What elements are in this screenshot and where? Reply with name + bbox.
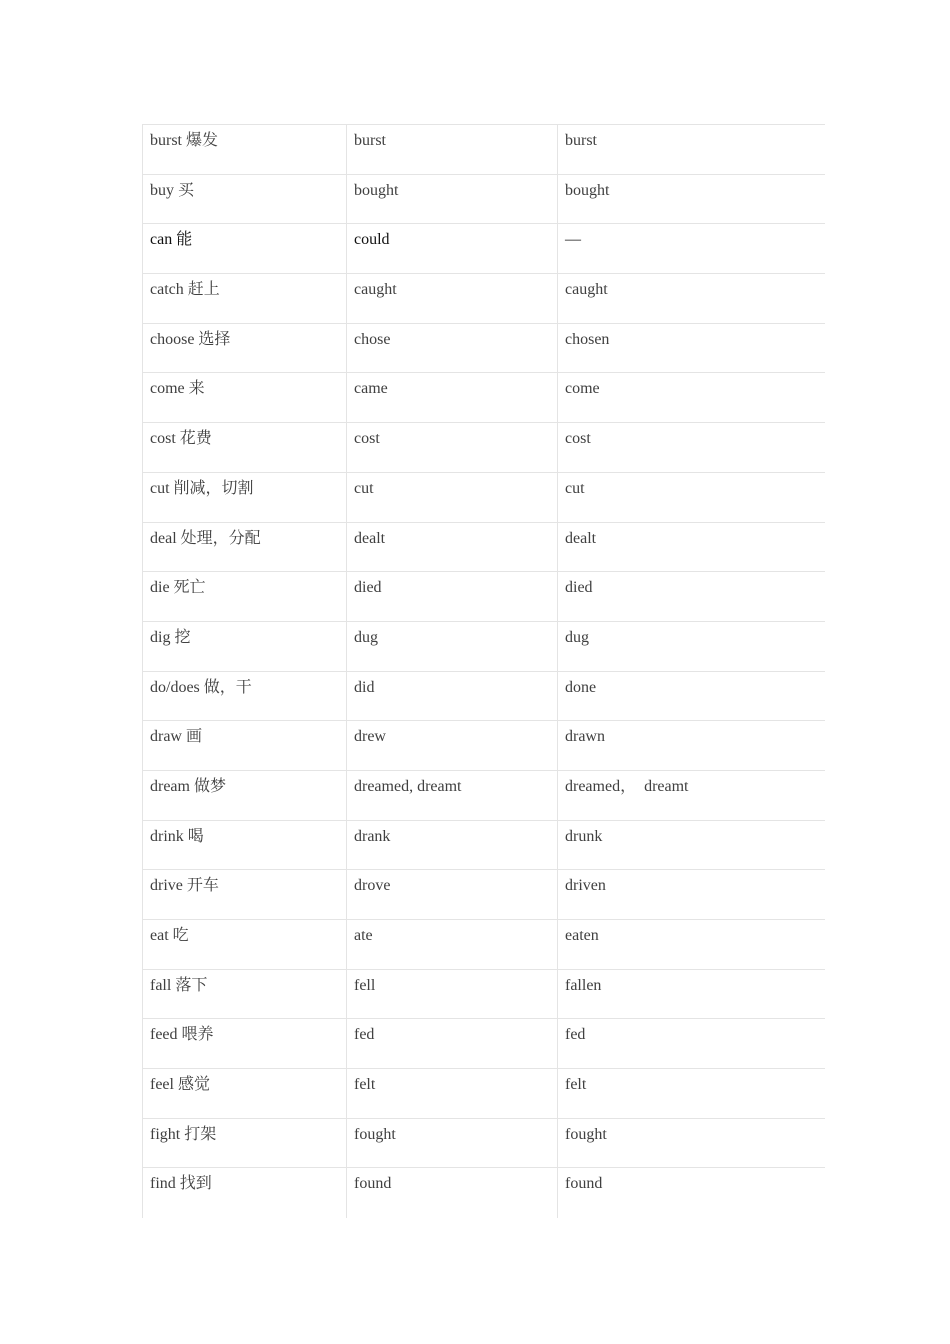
base-form-cell: cut 削减，切割 (143, 472, 347, 522)
base-form-cell: cost 花费 (143, 423, 347, 473)
past-tense-cell: felt (347, 1069, 558, 1119)
table-row (143, 1069, 825, 1119)
base-form-cell: do/does 做，干 (143, 671, 347, 721)
table-row (143, 572, 825, 622)
base-form-cell: catch 赶上 (143, 274, 347, 324)
past-tense-cell: fed (347, 1019, 558, 1069)
table-row (143, 423, 825, 473)
table-row (143, 1019, 825, 1069)
past-tense-cell: did (347, 671, 558, 721)
table-row (143, 820, 825, 870)
past-tense-cell: cut (347, 472, 558, 522)
past-participle-cell: come (558, 373, 825, 423)
past-tense-cell: bought (347, 174, 558, 224)
past-participle-cell: felt (558, 1069, 825, 1119)
past-tense-cell: found (347, 1168, 558, 1218)
base-form-cell: dig 挖 (143, 621, 347, 671)
base-form-cell: find 找到 (143, 1168, 347, 1218)
base-form-cell: choose 选择 (143, 323, 347, 373)
base-form-cell: die 死亡 (143, 572, 347, 622)
past-tense-cell: drank (347, 820, 558, 870)
table-row (143, 870, 825, 920)
past-tense-cell: fought (347, 1118, 558, 1168)
past-participle-cell: cost (558, 423, 825, 473)
past-tense-cell: died (347, 572, 558, 622)
table-row (143, 969, 825, 1019)
base-form-cell: draw 画 (143, 721, 347, 771)
past-participle-cell: drawn (558, 721, 825, 771)
table-row (143, 323, 825, 373)
past-tense-cell: chose (347, 323, 558, 373)
table-row (143, 671, 825, 721)
table-row (143, 274, 825, 324)
table-row (143, 721, 825, 771)
table-row (143, 125, 825, 175)
table-row (143, 174, 825, 224)
base-form-cell: eat 吃 (143, 920, 347, 970)
past-tense-cell: fell (347, 969, 558, 1019)
past-participle-cell: fought (558, 1118, 825, 1168)
base-form-cell: feel 感觉 (143, 1069, 347, 1119)
past-participle-cell: fed (558, 1019, 825, 1069)
past-participle-cell: drunk (558, 820, 825, 870)
past-participle-cell: bought (558, 174, 825, 224)
past-participle-cell: dealt (558, 522, 825, 572)
past-tense-cell: dreamed, dreamt (347, 770, 558, 820)
past-participle-cell: dreamed， dreamt (558, 770, 825, 820)
past-participle-cell: driven (558, 870, 825, 920)
table-row (143, 920, 825, 970)
past-participle-cell: fallen (558, 969, 825, 1019)
past-tense-cell: burst (347, 125, 558, 175)
past-participle-cell: caught (558, 274, 825, 324)
past-tense-cell: drove (347, 870, 558, 920)
base-form-cell: deal 处理，分配 (143, 522, 347, 572)
irregular-verb-table (142, 124, 825, 1218)
past-participle-cell: burst (558, 125, 825, 175)
past-participle-cell: died (558, 572, 825, 622)
base-form-cell: drive 开车 (143, 870, 347, 920)
table-row (143, 1168, 825, 1218)
base-form-cell: can 能 (143, 224, 347, 274)
past-participle-cell: found (558, 1168, 825, 1218)
base-form-cell: dream 做梦 (143, 770, 347, 820)
table-row (143, 224, 825, 274)
past-tense-cell: could (347, 224, 558, 274)
base-form-cell: burst 爆发 (143, 125, 347, 175)
table-row (143, 770, 825, 820)
base-form-cell: drink 喝 (143, 820, 347, 870)
table-row (143, 472, 825, 522)
past-participle-cell: dug (558, 621, 825, 671)
table-row (143, 1118, 825, 1168)
table-row (143, 621, 825, 671)
past-participle-cell: cut (558, 472, 825, 522)
past-tense-cell: ate (347, 920, 558, 970)
past-tense-cell: came (347, 373, 558, 423)
base-form-cell: feed 喂养 (143, 1019, 347, 1069)
past-tense-cell: cost (347, 423, 558, 473)
verb-table-body (143, 125, 825, 1218)
past-participle-cell: eaten (558, 920, 825, 970)
past-tense-cell: dug (347, 621, 558, 671)
table-row (143, 373, 825, 423)
past-participle-cell: done (558, 671, 825, 721)
past-tense-cell: dealt (347, 522, 558, 572)
table-row (143, 522, 825, 572)
past-tense-cell: drew (347, 721, 558, 771)
past-participle-cell: — (558, 224, 825, 274)
base-form-cell: fall 落下 (143, 969, 347, 1019)
base-form-cell: buy 买 (143, 174, 347, 224)
base-form-cell: fight 打架 (143, 1118, 347, 1168)
past-participle-cell: chosen (558, 323, 825, 373)
past-tense-cell: caught (347, 274, 558, 324)
base-form-cell: come 来 (143, 373, 347, 423)
